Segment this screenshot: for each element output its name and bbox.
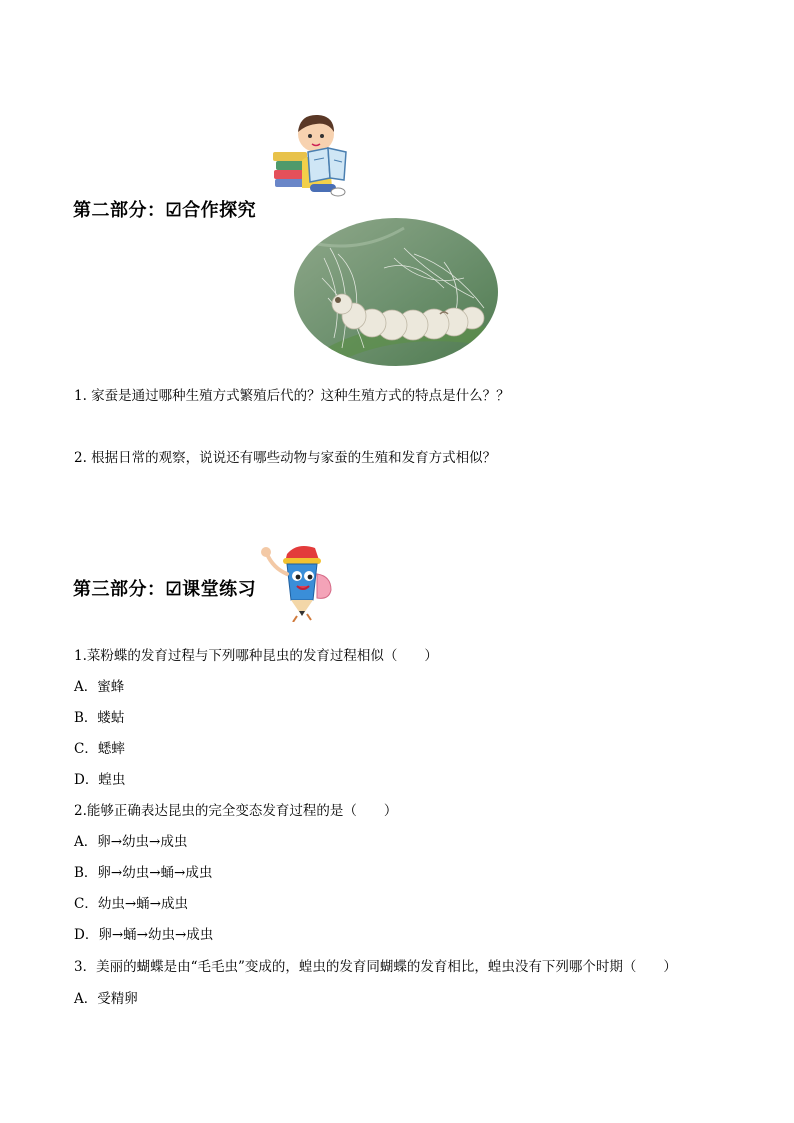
part2-question-1: 1. 家蚕是通过哪种生殖方式繁殖后代的？这种生殖方式的特点是什么？？ (74, 388, 510, 404)
part3-q2-option-c: C．幼虫→蛹→成虫 (74, 896, 188, 912)
part3-q1-option-d: D．蝗虫 (74, 772, 126, 788)
part3-heading: 第三部分：☑课堂练习 (73, 579, 257, 600)
part3-q2-option-a: A．卵→幼虫→成虫 (74, 834, 188, 850)
silkworm-photo (294, 218, 498, 366)
part3-q1-stem: 1.菜粉蝶的发育过程与下列哪种昆虫的发育过程相似（ ） (74, 648, 438, 664)
part3-q2-option-d: D．卵→蛹→幼虫→成虫 (74, 927, 214, 943)
part3-q2-stem: 2.能够正确表达昆虫的完全变态发育过程的是（ ） (74, 803, 398, 819)
part2-question-2: 2. 根据日常的观察，说说还有哪些动物与家蚕的生殖和发育方式相似？ (74, 450, 497, 466)
part2-heading: 第二部分：☑合作探究 (73, 200, 257, 221)
part3-q2-option-b: B．卵→幼虫→蛹→成虫 (74, 865, 213, 881)
part3-q1-option-a: A．蜜蜂 (74, 679, 125, 695)
reading-boy-icon (272, 108, 352, 200)
part3-q1-option-c: C．蟋蟀 (74, 741, 125, 757)
pencil-mascot-icon (259, 540, 341, 622)
part3-q1-option-b: B．蝼蛄 (74, 710, 125, 726)
part3-q3-stem: 3．美丽的蝴蝶是由“毛毛虫”变成的，蝗虫的发育同蝴蝶的发育相比，蝗虫没有下列哪个时期（ ） (74, 959, 677, 975)
part3-q3-option-a: A．受精卵 (74, 991, 138, 1007)
